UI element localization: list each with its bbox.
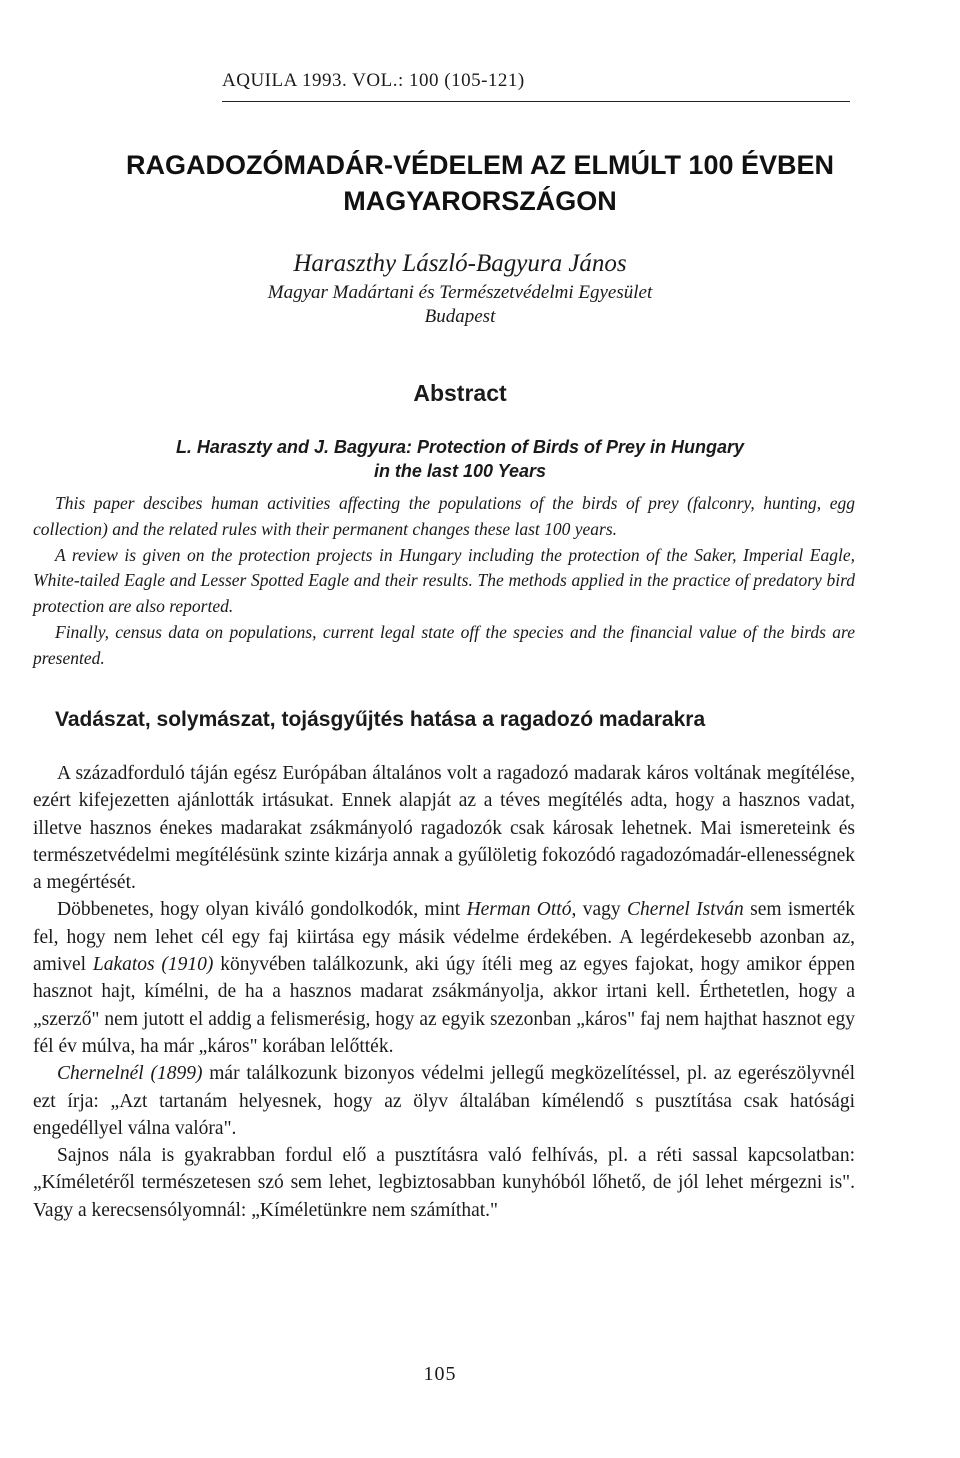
article-title-line-2: MAGYARORSZÁGON xyxy=(343,186,617,216)
abstract-paragraph: Finally, census data on populations, current legal state off the species and the financial value of the birds are presented. xyxy=(33,621,855,668)
affiliation-city: Budapest xyxy=(424,306,496,327)
text-run: Döbbenetes, hogy olyan kiváló gondolkodók, mint xyxy=(57,899,467,921)
cited-name: Herman Ottó xyxy=(466,899,572,921)
body-text xyxy=(33,760,855,1224)
abstract-body xyxy=(33,491,855,672)
citation: Chernelnél (1899) xyxy=(57,1063,203,1085)
authors: Haraszthy László-Bagyura János xyxy=(293,250,627,277)
abstract-title-line-1: L. Haraszty and J. Bagyura: Protection of Birds of Prey in Hungary xyxy=(175,437,745,457)
text-run: már találkozunk bizonyos védelmi jellegű megközelítéssel, pl. az egerészölyvnél ezt írja: „Azt tartanám helyesnek, hogy az ölyv általában kímélendő s pusztítása csak hatósági engedéllyel válna valóra". xyxy=(33,1063,855,1139)
body-paragraph xyxy=(33,1060,855,1142)
cited-name: Chernel István xyxy=(626,899,744,921)
running-head: AQUILA 1993. VOL.: 100 (105-121) xyxy=(222,70,525,91)
section-heading: Vadászat, solymászat, tojásgyűjtés hatása a ragadozó madarakra xyxy=(55,708,706,731)
body-paragraph xyxy=(33,896,855,1060)
text-run: sem ismerték fel, hogy nem lehet cél egy faj kiirtása egy másik védelme érdekében. A legérdekesebb azonban az, amivel xyxy=(33,899,856,976)
abstract-heading: Abstract xyxy=(413,380,507,406)
text-run: , vagy xyxy=(571,899,627,921)
body-paragraph: Sajnos nála is gyakrabban fordul elő a pusztításra való felhívás, pl. a réti sassal kapcsolatban: „Kíméletéről természetesen szó sem lehet, legbiztosabban kunyhóból lőhető, de jól lehet mérgezni is". Vagy a kerecsensólyomnál: „Kíméletünkre nem számíthat." xyxy=(33,1145,855,1221)
abstract-paragraph: A review is given on the protection projects in Hungary including the protection of the Saker, Imperial Eagle, White-tailed Eagle and Lesser Spotted Eagle and their results. The methods applied in the practice of predatory bird protection are also reported. xyxy=(33,544,855,617)
citation: Lakatos (1910) xyxy=(92,954,214,976)
text-run: könyvében találkozunk, aki úgy ítéli meg az egyes fajokat, hogy amikor éppen hasznot hajt, kímélni, de ha a hasznos madarat zsákmányolja, akkor irtani kell. Érthetetlen, hogy a „szerző" nem jutott el addig a felismerésig, hogy az egyik szezonban „káros" faj nem hajthat hasznot egy fél év múlva, ha már „káros" korában lelőtték. xyxy=(33,954,855,1057)
header-rule xyxy=(222,101,850,102)
page-number: 105 xyxy=(423,1363,457,1385)
abstract-title-line-2: in the last 100 Years xyxy=(373,461,547,481)
affiliation: Magyar Madártani és Természetvédelmi Egyesület xyxy=(267,282,653,303)
article-title-line-1: RAGADOZÓMADÁR-VÉDELEM AZ ELMÚLT 100 ÉVBEN xyxy=(125,150,835,180)
body-paragraph: A századforduló táján egész Európában általános volt a ragadozó madarak káros voltának megítélése, ezért kifejezetten ajánlották irtásukat. Ennek alapját az a téves megítélés adta, hogy a hasznos vadat, illetve hasznos énekes madarakat zsákmányoló ragadozók csak károsak lehetnek. Mai ismereteink és természetvédelmi megítélésünk szinte kizárja annak a gyűlöletig fokozódó ragadozómadár-ellenességnek a megértését. xyxy=(33,763,855,894)
abstract-paragraph: This paper descibes human activities affecting the populations of the birds of prey (falconry, hunting, egg collection) and the related rules with their permanent changes these last 100 years. xyxy=(33,493,855,539)
